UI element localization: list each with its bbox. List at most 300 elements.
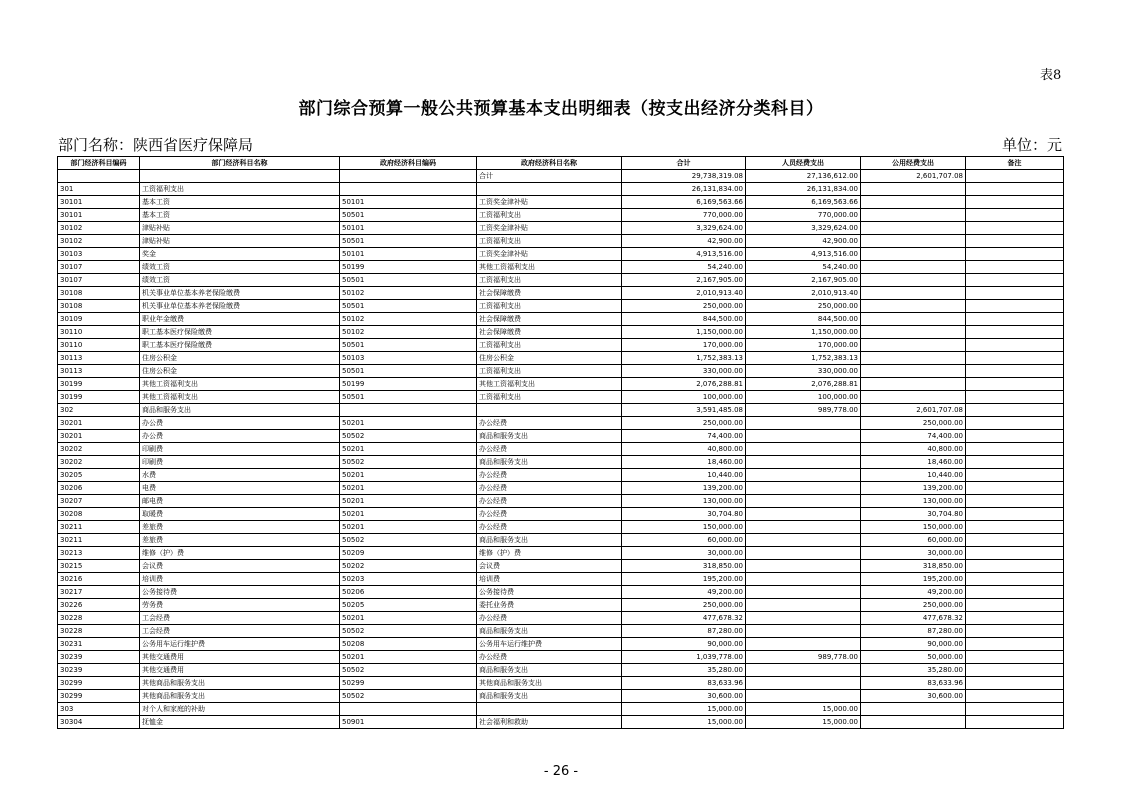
cell-public bbox=[861, 326, 966, 339]
cell-personnel bbox=[746, 677, 861, 690]
table-number: 表8 bbox=[1040, 68, 1062, 83]
cell-remarks bbox=[966, 677, 1064, 690]
cell-dept-name: 住房公积金 bbox=[140, 352, 340, 365]
cell-dept-code: 30211 bbox=[58, 521, 140, 534]
cell-gov-code: 50901 bbox=[340, 716, 477, 729]
cell-gov-code: 50101 bbox=[340, 222, 477, 235]
cell-dept-name: 劳务费 bbox=[140, 599, 340, 612]
header-public: 公用经费支出 bbox=[861, 157, 966, 170]
table-row bbox=[58, 378, 1064, 391]
cell-personnel: 989,778.00 bbox=[746, 651, 861, 664]
cell-remarks bbox=[966, 664, 1064, 677]
cell-total: 29,738,319.08 bbox=[622, 170, 746, 183]
cell-gov-code: 50209 bbox=[340, 547, 477, 560]
cell-personnel: 844,500.00 bbox=[746, 313, 861, 326]
cell-dept-name: 抚恤金 bbox=[140, 716, 340, 729]
cell-gov-name: 工资福利支出 bbox=[477, 300, 622, 313]
cell-gov-name: 社会保障缴费 bbox=[477, 326, 622, 339]
cell-gov-name: 工资福利支出 bbox=[477, 274, 622, 287]
cell-personnel bbox=[746, 638, 861, 651]
header-dept-name: 部门经济科目名称 bbox=[140, 157, 340, 170]
cell-gov-name: 其他工资福利支出 bbox=[477, 378, 622, 391]
cell-dept-code: 30199 bbox=[58, 378, 140, 391]
cell-personnel: 989,778.00 bbox=[746, 404, 861, 417]
cell-gov-code: 50201 bbox=[340, 469, 477, 482]
cell-gov-code: 50501 bbox=[340, 339, 477, 352]
cell-total: 54,240.00 bbox=[622, 261, 746, 274]
table-row bbox=[58, 391, 1064, 404]
cell-dept-name: 对个人和家庭的补助 bbox=[140, 703, 340, 716]
cell-gov-code: 50101 bbox=[340, 248, 477, 261]
cell-public bbox=[861, 261, 966, 274]
cell-total: 770,000.00 bbox=[622, 209, 746, 222]
cell-gov-code: 50201 bbox=[340, 495, 477, 508]
cell-gov-code: 50201 bbox=[340, 508, 477, 521]
cell-gov-name: 办公经费 bbox=[477, 612, 622, 625]
cell-public bbox=[861, 248, 966, 261]
cell-gov-code: 50501 bbox=[340, 274, 477, 287]
cell-personnel bbox=[746, 560, 861, 573]
cell-dept-code: 30239 bbox=[58, 651, 140, 664]
cell-dept-name: 水费 bbox=[140, 469, 340, 482]
cell-gov-code: 50502 bbox=[340, 430, 477, 443]
cell-remarks bbox=[966, 391, 1064, 404]
cell-remarks bbox=[966, 339, 1064, 352]
cell-public bbox=[861, 235, 966, 248]
cell-total: 30,704.80 bbox=[622, 508, 746, 521]
cell-gov-name: 住房公积金 bbox=[477, 352, 622, 365]
cell-public: 60,000.00 bbox=[861, 534, 966, 547]
cell-public bbox=[861, 222, 966, 235]
cell-remarks bbox=[966, 183, 1064, 196]
cell-total: 90,000.00 bbox=[622, 638, 746, 651]
cell-gov-name: 工资奖金津补贴 bbox=[477, 222, 622, 235]
cell-dept-name: 职工基本医疗保险缴费 bbox=[140, 339, 340, 352]
cell-gov-code: 50201 bbox=[340, 417, 477, 430]
cell-personnel bbox=[746, 664, 861, 677]
table-row bbox=[58, 612, 1064, 625]
cell-public: 90,000.00 bbox=[861, 638, 966, 651]
cell-dept-code: 30108 bbox=[58, 287, 140, 300]
cell-remarks bbox=[966, 690, 1064, 703]
cell-personnel bbox=[746, 625, 861, 638]
cell-public: 477,678.32 bbox=[861, 612, 966, 625]
cell-public bbox=[861, 703, 966, 716]
cell-total: 6,169,563.66 bbox=[622, 196, 746, 209]
cell-personnel: 770,000.00 bbox=[746, 209, 861, 222]
cell-total: 15,000.00 bbox=[622, 703, 746, 716]
table-row bbox=[58, 274, 1064, 287]
cell-dept-code: 30113 bbox=[58, 365, 140, 378]
cell-public bbox=[861, 300, 966, 313]
table-row bbox=[58, 456, 1064, 469]
cell-dept-code: 30213 bbox=[58, 547, 140, 560]
cell-total: 477,678.32 bbox=[622, 612, 746, 625]
cell-public bbox=[861, 209, 966, 222]
table-row bbox=[58, 651, 1064, 664]
cell-dept-name: 职业年金缴费 bbox=[140, 313, 340, 326]
cell-gov-code bbox=[340, 170, 477, 183]
cell-gov-code: 50299 bbox=[340, 677, 477, 690]
cell-gov-code: 50202 bbox=[340, 560, 477, 573]
cell-remarks bbox=[966, 521, 1064, 534]
header-remarks: 备注 bbox=[966, 157, 1064, 170]
table-row bbox=[58, 703, 1064, 716]
table-row bbox=[58, 664, 1064, 677]
cell-dept-code: 30101 bbox=[58, 196, 140, 209]
cell-public: 87,280.00 bbox=[861, 625, 966, 638]
cell-public bbox=[861, 391, 966, 404]
cell-remarks bbox=[966, 625, 1064, 638]
cell-dept-name: 公务接待费 bbox=[140, 586, 340, 599]
cell-remarks bbox=[966, 469, 1064, 482]
cell-remarks bbox=[966, 248, 1064, 261]
table-row bbox=[58, 586, 1064, 599]
cell-gov-code: 50501 bbox=[340, 209, 477, 222]
cell-dept-code: 30201 bbox=[58, 417, 140, 430]
cell-gov-name: 商品和服务支出 bbox=[477, 456, 622, 469]
cell-public bbox=[861, 183, 966, 196]
cell-remarks bbox=[966, 222, 1064, 235]
cell-dept-code: 30101 bbox=[58, 209, 140, 222]
cell-total: 42,900.00 bbox=[622, 235, 746, 248]
cell-remarks bbox=[966, 495, 1064, 508]
cell-gov-name: 工资福利支出 bbox=[477, 209, 622, 222]
cell-dept-name: 其他交通费用 bbox=[140, 651, 340, 664]
cell-personnel: 15,000.00 bbox=[746, 703, 861, 716]
cell-dept-code: 30304 bbox=[58, 716, 140, 729]
cell-gov-code: 50203 bbox=[340, 573, 477, 586]
cell-remarks bbox=[966, 651, 1064, 664]
cell-personnel: 54,240.00 bbox=[746, 261, 861, 274]
cell-gov-name: 商品和服务支出 bbox=[477, 664, 622, 677]
cell-personnel bbox=[746, 547, 861, 560]
cell-personnel bbox=[746, 495, 861, 508]
cell-gov-name: 社会福利和救助 bbox=[477, 716, 622, 729]
table-row bbox=[58, 716, 1064, 729]
table-row bbox=[58, 300, 1064, 313]
cell-gov-name: 办公经费 bbox=[477, 521, 622, 534]
cell-total: 30,000.00 bbox=[622, 547, 746, 560]
table-row bbox=[58, 469, 1064, 482]
cell-gov-name: 办公经费 bbox=[477, 482, 622, 495]
cell-public bbox=[861, 196, 966, 209]
cell-total: 2,010,913.40 bbox=[622, 287, 746, 300]
table-row bbox=[58, 495, 1064, 508]
cell-total: 83,633.96 bbox=[622, 677, 746, 690]
cell-personnel bbox=[746, 417, 861, 430]
cell-gov-code: 50201 bbox=[340, 443, 477, 456]
cell-personnel: 3,329,624.00 bbox=[746, 222, 861, 235]
cell-dept-name: 办公费 bbox=[140, 430, 340, 443]
cell-public: 318,850.00 bbox=[861, 560, 966, 573]
table-body bbox=[58, 170, 1064, 729]
cell-public: 40,800.00 bbox=[861, 443, 966, 456]
cell-dept-name bbox=[140, 170, 340, 183]
cell-dept-name: 邮电费 bbox=[140, 495, 340, 508]
cell-personnel: 1,150,000.00 bbox=[746, 326, 861, 339]
cell-remarks bbox=[966, 560, 1064, 573]
cell-total: 100,000.00 bbox=[622, 391, 746, 404]
cell-total: 2,167,905.00 bbox=[622, 274, 746, 287]
table-row bbox=[58, 170, 1064, 183]
cell-public: 30,600.00 bbox=[861, 690, 966, 703]
cell-dept-code: 30202 bbox=[58, 456, 140, 469]
cell-total: 1,752,383.13 bbox=[622, 352, 746, 365]
cell-gov-code bbox=[340, 183, 477, 196]
cell-personnel: 170,000.00 bbox=[746, 339, 861, 352]
table-row bbox=[58, 287, 1064, 300]
cell-public bbox=[861, 352, 966, 365]
cell-remarks bbox=[966, 287, 1064, 300]
cell-dept-name: 职工基本医疗保险缴费 bbox=[140, 326, 340, 339]
table-row bbox=[58, 183, 1064, 196]
cell-total: 74,400.00 bbox=[622, 430, 746, 443]
cell-personnel bbox=[746, 521, 861, 534]
cell-gov-name: 公务接待费 bbox=[477, 586, 622, 599]
table-row bbox=[58, 599, 1064, 612]
cell-dept-code: 30199 bbox=[58, 391, 140, 404]
cell-dept-code: 30102 bbox=[58, 235, 140, 248]
cell-public bbox=[861, 287, 966, 300]
table-row bbox=[58, 404, 1064, 417]
cell-dept-code: 30239 bbox=[58, 664, 140, 677]
table-row bbox=[58, 482, 1064, 495]
cell-personnel bbox=[746, 482, 861, 495]
cell-dept-name: 基本工资 bbox=[140, 209, 340, 222]
table-row bbox=[58, 573, 1064, 586]
cell-dept-code: 30110 bbox=[58, 339, 140, 352]
cell-public bbox=[861, 365, 966, 378]
cell-remarks bbox=[966, 430, 1064, 443]
cell-gov-code: 50502 bbox=[340, 664, 477, 677]
cell-public: 35,280.00 bbox=[861, 664, 966, 677]
cell-total: 250,000.00 bbox=[622, 300, 746, 313]
cell-personnel: 27,136,612.00 bbox=[746, 170, 861, 183]
cell-gov-name: 工资福利支出 bbox=[477, 235, 622, 248]
cell-gov-name: 商品和服务支出 bbox=[477, 534, 622, 547]
table-row bbox=[58, 417, 1064, 430]
cell-remarks bbox=[966, 482, 1064, 495]
header-dept-code: 部门经济科目编码 bbox=[58, 157, 140, 170]
cell-total: 49,200.00 bbox=[622, 586, 746, 599]
cell-gov-code: 50201 bbox=[340, 612, 477, 625]
cell-remarks bbox=[966, 274, 1064, 287]
cell-remarks bbox=[966, 404, 1064, 417]
cell-dept-code: 30216 bbox=[58, 573, 140, 586]
cell-gov-name: 商品和服务支出 bbox=[477, 430, 622, 443]
cell-dept-code: 30299 bbox=[58, 677, 140, 690]
cell-gov-name: 会议费 bbox=[477, 560, 622, 573]
cell-personnel bbox=[746, 443, 861, 456]
cell-dept-name: 津贴补贴 bbox=[140, 222, 340, 235]
cell-gov-code: 50101 bbox=[340, 196, 477, 209]
cell-gov-name: 培训费 bbox=[477, 573, 622, 586]
cell-remarks bbox=[966, 365, 1064, 378]
cell-gov-code: 50201 bbox=[340, 521, 477, 534]
table-row bbox=[58, 209, 1064, 222]
cell-dept-name: 印刷费 bbox=[140, 443, 340, 456]
cell-dept-code: 301 bbox=[58, 183, 140, 196]
cell-gov-name: 社会保障缴费 bbox=[477, 313, 622, 326]
cell-personnel bbox=[746, 456, 861, 469]
cell-gov-name: 维修（护）费 bbox=[477, 547, 622, 560]
cell-gov-code bbox=[340, 703, 477, 716]
cell-public: 250,000.00 bbox=[861, 417, 966, 430]
cell-dept-code: 30226 bbox=[58, 599, 140, 612]
cell-gov-code: 50103 bbox=[340, 352, 477, 365]
cell-remarks bbox=[966, 313, 1064, 326]
cell-personnel: 4,913,516.00 bbox=[746, 248, 861, 261]
table-row bbox=[58, 365, 1064, 378]
header-gov-code: 政府经济科目编码 bbox=[340, 157, 477, 170]
cell-dept-name: 津贴补贴 bbox=[140, 235, 340, 248]
cell-dept-name: 公务用车运行维护费 bbox=[140, 638, 340, 651]
cell-dept-code: 30107 bbox=[58, 274, 140, 287]
cell-personnel: 26,131,834.00 bbox=[746, 183, 861, 196]
cell-gov-code: 50102 bbox=[340, 313, 477, 326]
table-row bbox=[58, 534, 1064, 547]
cell-gov-name: 办公经费 bbox=[477, 443, 622, 456]
cell-personnel bbox=[746, 469, 861, 482]
cell-dept-name: 机关事业单位基本养老保险缴费 bbox=[140, 300, 340, 313]
department-name: 部门名称：陕西省医疗保障局 bbox=[58, 136, 254, 154]
table-header-row bbox=[58, 157, 1064, 170]
cell-total: 4,913,516.00 bbox=[622, 248, 746, 261]
cell-dept-code: 30103 bbox=[58, 248, 140, 261]
table-row bbox=[58, 326, 1064, 339]
table-row bbox=[58, 196, 1064, 209]
cell-dept-name: 商品和服务支出 bbox=[140, 404, 340, 417]
table-row bbox=[58, 222, 1064, 235]
table-row bbox=[58, 560, 1064, 573]
cell-dept-code: 30217 bbox=[58, 586, 140, 599]
table-row bbox=[58, 430, 1064, 443]
cell-total: 330,000.00 bbox=[622, 365, 746, 378]
cell-remarks bbox=[966, 326, 1064, 339]
cell-total: 26,131,834.00 bbox=[622, 183, 746, 196]
cell-public bbox=[861, 339, 966, 352]
cell-dept-code bbox=[58, 170, 140, 183]
cell-gov-code: 50501 bbox=[340, 391, 477, 404]
cell-gov-code: 50208 bbox=[340, 638, 477, 651]
cell-public bbox=[861, 716, 966, 729]
cell-total: 250,000.00 bbox=[622, 599, 746, 612]
cell-gov-name: 工资福利支出 bbox=[477, 391, 622, 404]
cell-dept-name: 办公费 bbox=[140, 417, 340, 430]
page-number: - 26 - bbox=[543, 764, 579, 779]
cell-gov-code: 50502 bbox=[340, 534, 477, 547]
cell-total: 3,329,624.00 bbox=[622, 222, 746, 235]
cell-gov-name: 其他工资福利支出 bbox=[477, 261, 622, 274]
cell-dept-code: 30299 bbox=[58, 690, 140, 703]
cell-dept-code: 30202 bbox=[58, 443, 140, 456]
cell-dept-code: 30228 bbox=[58, 612, 140, 625]
cell-total: 35,280.00 bbox=[622, 664, 746, 677]
cell-personnel bbox=[746, 430, 861, 443]
cell-public: 30,704.80 bbox=[861, 508, 966, 521]
cell-gov-name: 合计 bbox=[477, 170, 622, 183]
cell-personnel: 42,900.00 bbox=[746, 235, 861, 248]
cell-gov-code: 50199 bbox=[340, 261, 477, 274]
cell-remarks bbox=[966, 573, 1064, 586]
cell-gov-code: 50502 bbox=[340, 625, 477, 638]
cell-remarks bbox=[966, 443, 1064, 456]
cell-remarks bbox=[966, 417, 1064, 430]
cell-dept-code: 30201 bbox=[58, 430, 140, 443]
table-row bbox=[58, 339, 1064, 352]
cell-gov-name: 办公经费 bbox=[477, 469, 622, 482]
table-row bbox=[58, 313, 1064, 326]
cell-total: 1,150,000.00 bbox=[622, 326, 746, 339]
cell-personnel bbox=[746, 690, 861, 703]
cell-public: 18,460.00 bbox=[861, 456, 966, 469]
cell-total: 15,000.00 bbox=[622, 716, 746, 729]
cell-gov-name bbox=[477, 404, 622, 417]
cell-total: 60,000.00 bbox=[622, 534, 746, 547]
cell-dept-code: 30228 bbox=[58, 625, 140, 638]
cell-gov-name: 社会保障缴费 bbox=[477, 287, 622, 300]
cell-gov-name: 工资奖金津补贴 bbox=[477, 248, 622, 261]
cell-gov-name: 商品和服务支出 bbox=[477, 625, 622, 638]
cell-dept-name: 工会经费 bbox=[140, 625, 340, 638]
cell-dept-name: 其他商品和服务支出 bbox=[140, 677, 340, 690]
cell-personnel: 2,010,913.40 bbox=[746, 287, 861, 300]
cell-total: 195,200.00 bbox=[622, 573, 746, 586]
budget-table bbox=[57, 156, 1064, 729]
page-title: 部门综合预算一般公共预算基本支出明细表（按支出经济分类科目） bbox=[298, 99, 824, 119]
cell-public: 74,400.00 bbox=[861, 430, 966, 443]
table-row bbox=[58, 443, 1064, 456]
header-personnel: 人员经费支出 bbox=[746, 157, 861, 170]
cell-total: 844,500.00 bbox=[622, 313, 746, 326]
cell-personnel: 2,076,288.81 bbox=[746, 378, 861, 391]
cell-gov-name: 办公经费 bbox=[477, 417, 622, 430]
cell-dept-code: 30113 bbox=[58, 352, 140, 365]
table-row bbox=[58, 521, 1064, 534]
header-total: 合计 bbox=[622, 157, 746, 170]
cell-dept-name: 会议费 bbox=[140, 560, 340, 573]
cell-gov-name: 商品和服务支出 bbox=[477, 690, 622, 703]
cell-public: 83,633.96 bbox=[861, 677, 966, 690]
cell-gov-code: 50102 bbox=[340, 287, 477, 300]
cell-remarks bbox=[966, 261, 1064, 274]
cell-dept-name: 其他工资福利支出 bbox=[140, 378, 340, 391]
table-row bbox=[58, 690, 1064, 703]
cell-dept-code: 30208 bbox=[58, 508, 140, 521]
cell-public: 30,000.00 bbox=[861, 547, 966, 560]
cell-gov-name: 工资福利支出 bbox=[477, 339, 622, 352]
cell-remarks bbox=[966, 196, 1064, 209]
cell-dept-code: 30108 bbox=[58, 300, 140, 313]
cell-dept-code: 30215 bbox=[58, 560, 140, 573]
cell-remarks bbox=[966, 534, 1064, 547]
cell-public bbox=[861, 378, 966, 391]
cell-gov-name: 工资奖金津补贴 bbox=[477, 196, 622, 209]
cell-public: 250,000.00 bbox=[861, 599, 966, 612]
cell-public: 50,000.00 bbox=[861, 651, 966, 664]
cell-dept-name: 基本工资 bbox=[140, 196, 340, 209]
cell-dept-code: 302 bbox=[58, 404, 140, 417]
cell-remarks bbox=[966, 508, 1064, 521]
cell-personnel bbox=[746, 534, 861, 547]
cell-gov-code: 50199 bbox=[340, 378, 477, 391]
cell-total: 170,000.00 bbox=[622, 339, 746, 352]
cell-gov-code: 50201 bbox=[340, 482, 477, 495]
cell-gov-code bbox=[340, 404, 477, 417]
cell-personnel bbox=[746, 508, 861, 521]
cell-dept-name: 绩效工资 bbox=[140, 261, 340, 274]
